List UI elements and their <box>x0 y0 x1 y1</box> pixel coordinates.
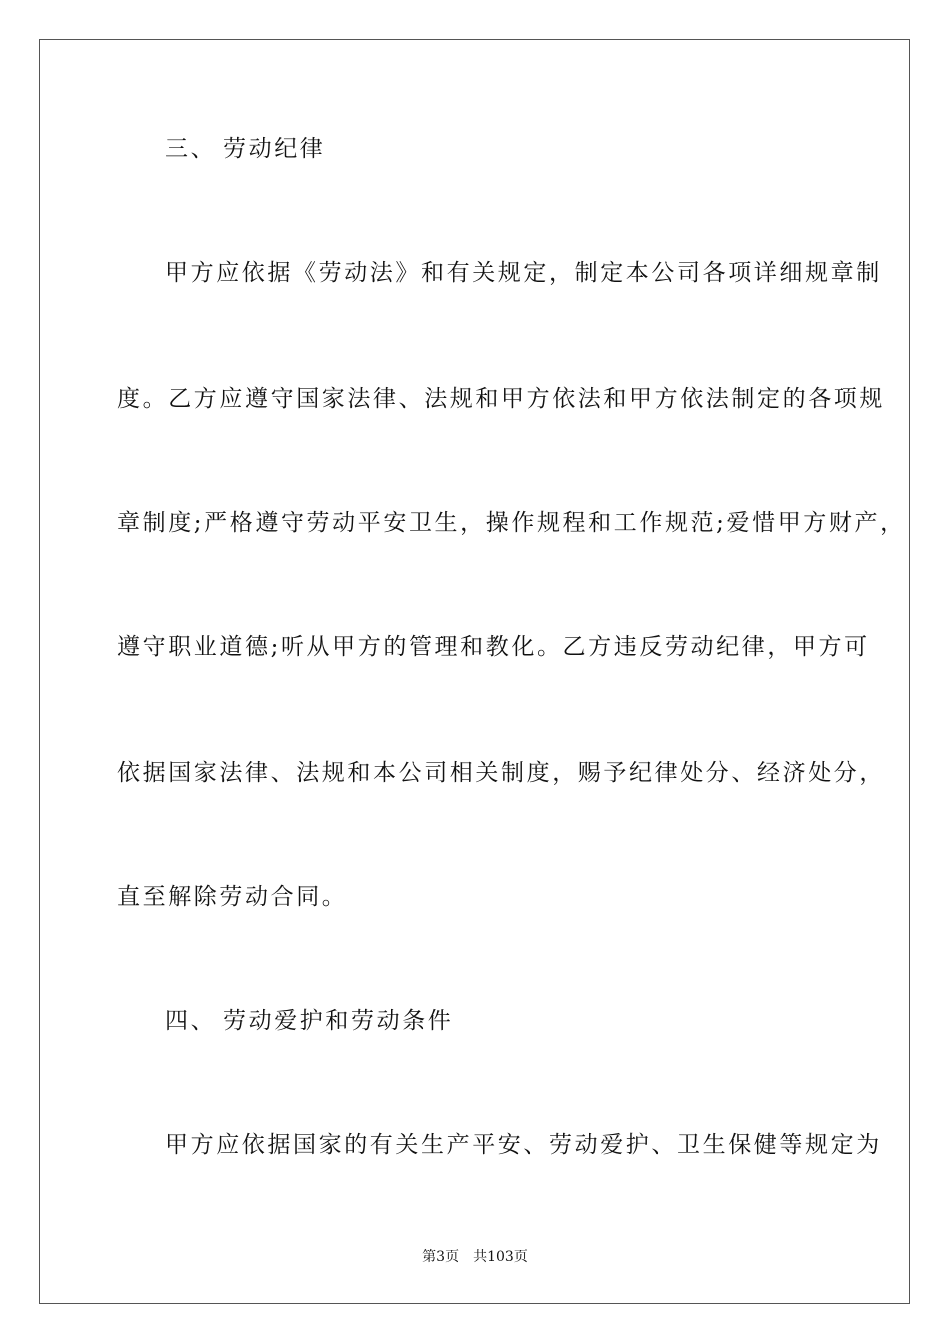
page-total: 共103页 <box>473 1249 528 1265</box>
paragraph-line: 甲方应依据《劳动法》和有关规定，制定本公司各项详细规章制 <box>165 260 882 286</box>
paragraph-line: 遵守职业道德;听从甲方的管理和教化。乙方违反劳动纪律，甲方可 <box>117 634 870 660</box>
section-heading-4 <box>165 1006 453 1036</box>
page-footer <box>0 1248 950 1266</box>
paragraph-line: 依据国家法律、法规和本公司相关制度，赐予纪律处分、经济处分， <box>117 760 885 786</box>
paragraph-line: 直至解除劳动合同。 <box>117 884 348 910</box>
paragraph-line: 甲方应依据国家的有关生产平安、劳动爱护、卫生保健等规定为 <box>165 1132 882 1158</box>
section-title: 劳动爱护和劳动条件 <box>223 1008 454 1034</box>
section-title: 劳动纪律 <box>223 136 326 162</box>
page-border <box>39 39 910 1304</box>
section-heading-3 <box>165 134 325 164</box>
paragraph-line: 章制度;严格遵守劳动平安卫生，操作规程和工作规范;爱惜甲方财产， <box>117 510 906 536</box>
section-number: 四、 <box>165 1008 217 1034</box>
page-number: 第3页 <box>422 1249 460 1265</box>
paragraph-line: 度。乙方应遵守国家法律、法规和甲方依法和甲方依法制定的各项规 <box>117 386 885 412</box>
section-number: 三、 <box>165 136 217 162</box>
